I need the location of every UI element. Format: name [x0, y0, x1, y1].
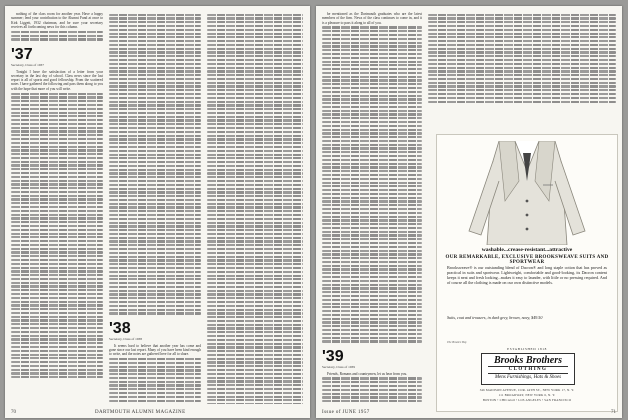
ad-subheadline: OUR REMARKABLE, EXCLUSIVE BROOKSWEAVE SUITS AND SPORTWEAR	[445, 255, 609, 265]
logo-tagline: Mens Furnishings, Hats & Shoes	[494, 375, 562, 380]
class-year-heading: '37	[11, 45, 33, 63]
ad-address-line: 111 BROADWAY, NEW YORK 6, N. Y.	[498, 393, 556, 397]
secretary-label: Secretary, Class of 1939	[322, 364, 355, 369]
brooks-brothers-logo	[481, 353, 575, 385]
ad-address-line: 346 MADISON AVENUE, COR. 44TH ST., NEW YORK 17, N. Y.	[479, 388, 575, 392]
column-text: be mentioned as the Dartmouth graduates who are the latest members of the firm. News of the class continues to come in, and it is a pleasure to pass it along to all of you.	[322, 12, 422, 25]
ad-address-line: BOSTON • CHICAGO • LOS ANGELES • SAN FRANCISCO	[482, 398, 572, 402]
logo-name: Brooks Brothers	[493, 355, 563, 366]
column-text: nothing of the class room for another year. Have a happy summer; lend your contribution to the Alumni Fund at once to Kirk Liggett, 1932 chairman, and be sure your secretary receives all forthcoming news for this column.	[11, 12, 103, 29]
secretary-label: Secretary, Class of 1938	[109, 336, 142, 341]
issue-footer: Issue of JUNE 1957	[322, 410, 370, 415]
right-page	[316, 6, 622, 418]
class-year-heading: '39	[322, 347, 344, 365]
left-column-3	[207, 12, 303, 404]
ad-price-line: Suits, coat and trousers, in dark grey, brown, navy, $49.50	[447, 315, 543, 320]
page-number: 71	[611, 410, 616, 415]
class-year-heading: '38	[109, 319, 131, 337]
suit-illustration	[449, 141, 605, 245]
right-column-2-top	[428, 12, 616, 130]
left-column-1	[11, 12, 103, 404]
left-page	[5, 6, 310, 418]
right-column-1	[322, 12, 422, 404]
ad-artist-credit: The Brook's Boy	[447, 340, 467, 344]
class-notes-text: Tonight I have the satisfaction of a letter from your secretary in the last day of school. Class news since the last report is all of sports and good fellowship. From the scattered notes I have gathered the following and pass them along to you with the hope that more of you will write.	[11, 69, 103, 91]
page-number: 70	[11, 410, 16, 415]
class-notes-text: It seems hard to believe that another year has come and gone since our last report. Many of you have been kind enough to write, and the notes are gathered here for all to share.	[109, 343, 201, 357]
ad-headline: washable...crease-resistant...attractive	[481, 247, 573, 253]
ad-body-text: Brooksweave® is our outstanding blend of Dacron® and long staple cotton that has proved as practical in suits and sportwear. Lightweight, comfortable and good-looking, its Dacron content keeps it neat and fresh looking...makes it easy to launder, with little or no pressing required. And of course all the clothing is made on our own distinctive models.	[447, 265, 607, 285]
secretary-label: Secretary, Class of 1937	[11, 62, 44, 67]
magazine-footer: DARTMOUTH ALUMNI MAGAZINE	[95, 410, 186, 415]
brooks-brothers-advertisement	[436, 134, 618, 412]
left-column-2	[109, 12, 201, 404]
class-notes-text: Friends, Romans and countrymen, let us hear from you.	[327, 371, 408, 376]
logo-clothing: CLOTHING	[488, 366, 568, 374]
ad-established: ESTABLISHED 1818	[507, 347, 547, 351]
